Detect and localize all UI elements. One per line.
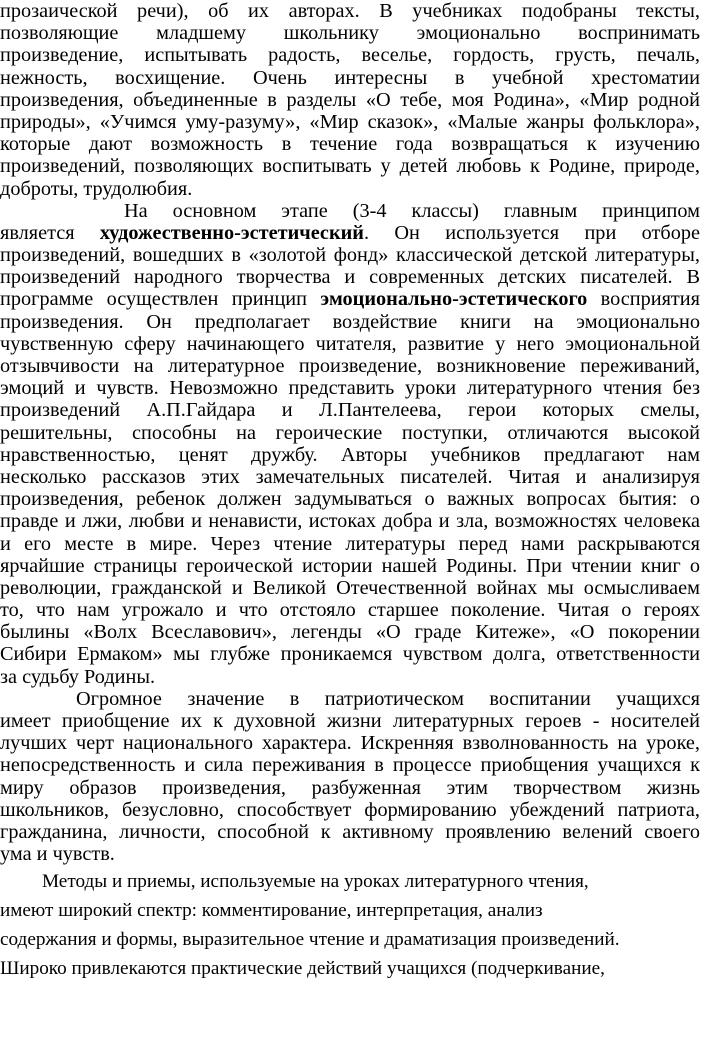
- text-line: Широко привлекаются практические действий учащихся (подчеркивание,: [0, 958, 605, 980]
- text-line: произведения. Он предполагает воздействие книги на эмоционально: [0, 310, 700, 333]
- text-line: чувственную сферу начинающего читателя, развитие у него эмоциональной: [0, 332, 700, 355]
- text-line: [0, 222, 700, 244]
- bold-term: художественно-эстетический: [99, 221, 364, 244]
- text-line: то, что нам угрожало и что отстояло старшее поколение. Читая о героях: [0, 599, 700, 622]
- paragraph-3: [0, 688, 700, 866]
- text-line: содержания и формы, выразительное чтение и драматизация произведений.: [0, 929, 620, 951]
- paragraph-2: [0, 200, 700, 688]
- text-line: за судьбу Родины.: [0, 665, 156, 688]
- text-line: произведений А.П.Гайдара и Л.Пантелеева, герои которых смелы,: [0, 399, 700, 422]
- text-fragment: . Он используется при отборе: [364, 221, 700, 244]
- text-line: былины «Волх Всеславович», легенды «О граде Китеже», «О покорении: [0, 621, 700, 644]
- text-line: отзывчивости на литературное произведение, возникновение переживаний,: [0, 355, 700, 377]
- paragraph-4: [0, 867, 700, 983]
- text-line: революции, гражданской и Великой Отечественной войнах мы осмысливаем: [0, 576, 700, 599]
- text-line: лучших черт национального характера. Искренняя взволнованность на уроке,: [0, 732, 700, 755]
- text-line: правде и лжи, любви и ненависти, истоках добра и зла, возможностях человека: [0, 510, 700, 533]
- text-line: Огромное значение в патриотическом воспитании учащихся: [76, 687, 700, 710]
- text-line: Сибири Ермаком» мы глубже проникаемся чувством долга, ответственности: [0, 643, 700, 666]
- text-line: прозаической речи), об их авторах. В учебниках подобраны тексты,: [0, 0, 700, 22]
- text-line: имеет приобщение их к духовной жизни литературных героев - носителей: [0, 710, 700, 732]
- text-line: Методы и приемы, используемые на уроках литературного чтения,: [42, 871, 589, 893]
- text-line: произведение, испытывать радость, веселье, гордость, грусть, печаль,: [0, 44, 700, 67]
- text-line: произведения, ребенок должен задумываться о важных вопросах бытия: о: [0, 488, 700, 511]
- text-line: которые дают возможность в течение года возвращаться к изучению: [0, 133, 700, 156]
- bold-term: эмоционально-эстетического: [320, 288, 588, 311]
- text-line: и его месте в мире. Через чтение литературы перед нами раскрываются: [0, 532, 700, 555]
- text-line: школьников, безусловно, способствует формированию убеждений патриота,: [0, 798, 700, 821]
- text-line: природы», «Учимся уму-разуму», «Мир сказок», «Малые жанры фольклора»,: [0, 110, 700, 133]
- text-fragment: восприятия: [587, 288, 700, 311]
- text-line: позволяющие младшему школьнику эмоционально воспринимать: [0, 22, 700, 45]
- text-line: [0, 288, 700, 310]
- text-line: решительны, способны на героические поступки, отличаются высокой: [0, 421, 700, 444]
- text-line: произведений, вошедших в «золотой фонд» классической детской литературы,: [0, 244, 700, 267]
- text-fragment: программе осуществлен принцип: [0, 288, 321, 311]
- text-fragment: является: [0, 221, 100, 244]
- paragraph-1: [0, 0, 700, 200]
- text-line: нежность, восхищение. Очень интересны в учебной хрестоматии: [0, 66, 700, 89]
- text-line: произведения, объединенные в разделы «О тебе, моя Родина», «Мир родной: [0, 88, 700, 111]
- text-line: имеют широкий спектр: комментирование, интерпретация, анализ: [0, 900, 543, 922]
- text-line: эмоций и чувств. Невозможно представить уроки литературного чтения без: [0, 377, 700, 400]
- text-line: ума и чувств.: [0, 843, 115, 866]
- text-line: произведений, позволяющих воспитывать у детей любовь к Родине, природе,: [0, 155, 700, 178]
- text-line: произведений народного творчества и современных детских писателей. В: [0, 266, 700, 289]
- text-line: гражданина, личности, способной к активному проявлению велений своего: [0, 820, 700, 843]
- text-line: доброты, трудолюбия.: [0, 177, 193, 200]
- text-line: ярчайшие страницы героической истории нашей Родины. При чтении книг о: [0, 554, 700, 577]
- text-line: непосредственность и сила переживания в процессе приобщения учащихся к: [0, 754, 700, 777]
- text-line: На основном этапе (3-4 классы) главным принципом: [124, 199, 700, 222]
- text-line: нравственностью, ценят дружбу. Авторы учебников предлагают нам: [0, 443, 700, 466]
- text-line: несколько рассказов этих замечательных писателей. Читая и анализируя: [0, 465, 700, 488]
- text-line: миру образов произведения, разбуженная этим творчеством жизнь: [0, 776, 700, 799]
